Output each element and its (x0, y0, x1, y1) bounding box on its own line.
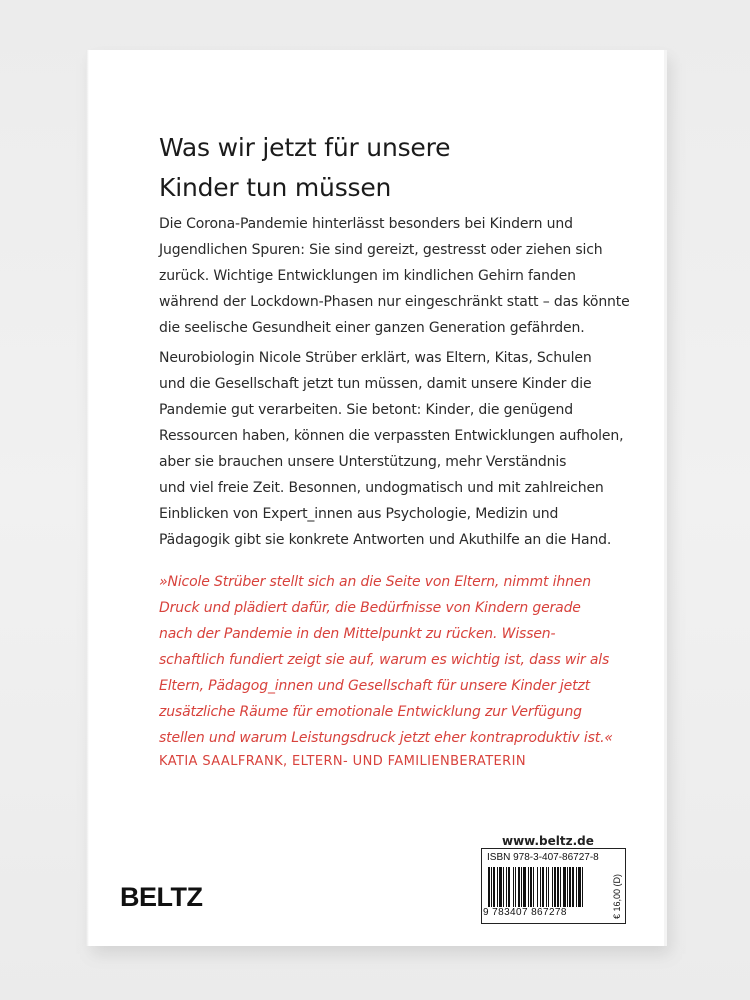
barcode-bar (523, 867, 526, 907)
barcode-bar (582, 867, 583, 907)
barcode-bar (540, 867, 541, 907)
barcode-bar (542, 867, 544, 907)
isbn-number: ISBN 978-3-407-86727-8 (487, 852, 599, 863)
quote-attribution: KATIA SAALFRANK, ELTERN- UND FAMILIENBERATERIN (159, 754, 526, 769)
text-line: Jugendlichen Spuren: Sie sind gereizt, gestresst oder ziehen sich (159, 242, 603, 258)
barcode-bar (515, 867, 516, 907)
text-line: Die Corona-Pandemie hinterlässt besonders bei Kindern und (159, 216, 573, 232)
quote-line: stellen und warum Leistungsdruck jetzt eher kontraproduktiv ist.« (159, 730, 613, 746)
price: € 16,00 (D) (612, 873, 622, 919)
book-back-cover (86, 50, 667, 946)
barcode-bar (546, 867, 547, 907)
barcode-bar (560, 867, 561, 907)
text-line: Neurobiologin Nicole Strüber erklärt, was Eltern, Kitas, Schulen (159, 350, 592, 366)
barcode-bar (499, 867, 502, 907)
barcode-bar (497, 867, 498, 907)
title-line: Was wir jetzt für unsere (159, 133, 451, 162)
text-line: aber sie brauchen unsere Unterstützung, mehr Verständnis (159, 454, 567, 470)
barcode-bar (537, 867, 538, 907)
text-line: und viel freie Zeit. Besonnen, undogmatisch und mit zahlreichen (159, 480, 604, 496)
text-line: Pädagogik gibt sie konkrete Antworten und Akuthilfe an die Hand. (159, 532, 612, 548)
barcode-bar (533, 867, 534, 907)
barcode-bar (569, 867, 571, 907)
barcode-bar (488, 867, 490, 907)
barcode-bar (563, 867, 566, 907)
barcode-bar (508, 867, 510, 907)
quote-line: »Nicole Strüber stellt sich an die Seite von Eltern, nimmt ihnen (159, 574, 591, 590)
barcode-bar (554, 867, 556, 907)
barcode-bar (578, 867, 581, 907)
barcode-bar (518, 867, 520, 907)
text-line: zurück. Wichtige Entwicklungen im kindlichen Gehirn fanden (159, 268, 576, 284)
publisher-website: www.beltz.de (502, 834, 594, 848)
barcode-bar (513, 867, 514, 907)
book-title (159, 128, 619, 208)
quote-line: zusätzliche Räume für emotionale Entwicklung zur Verfügung (159, 704, 582, 720)
barcode-bar (576, 867, 577, 907)
blurb-paragraph-1 (159, 211, 639, 341)
barcode-bar (567, 867, 568, 907)
text-line: Einblicken von Expert_innen aus Psychologie, Medizin und (159, 506, 559, 522)
quote-line: nach der Pandemie in den Mittelpunkt zu rücken. Wissen- (159, 626, 556, 642)
title-line: Kinder tun müssen (159, 173, 392, 202)
barcode (484, 867, 608, 911)
barcode-bar (548, 867, 549, 907)
isbn-barcode-box (481, 848, 626, 924)
publisher-logo: BELTZ (120, 882, 203, 912)
text-line: Ressourcen haben, können die verpassten Entwicklungen aufholen, (159, 428, 624, 444)
text-line: während der Lockdown-Phasen nur eingeschränkt statt – das könnte (159, 294, 630, 310)
review-quote (159, 569, 639, 751)
barcode-bar (503, 867, 504, 907)
barcode-bar (521, 867, 522, 907)
quote-line: schaftlich fundiert zeigt sie auf, warum es wichtig ist, dass wir als (159, 652, 610, 668)
barcode-bar (530, 867, 532, 907)
barcode-bar (491, 867, 492, 907)
text-line: und die Gesellschaft jetzt tun müssen, damit unsere Kinder die (159, 376, 592, 392)
text-line: Pandemie gut verarbeiten. Sie betont: Kinder, die genügend (159, 402, 573, 418)
spine-edge (86, 50, 89, 946)
barcode-bar (493, 867, 495, 907)
quote-line: Eltern, Pädagog_innen und Gesellschaft für unsere Kinder jetzt (159, 678, 590, 694)
barcode-bar (572, 867, 574, 907)
barcode-digits: 9 783407 867278 (483, 907, 567, 918)
barcode-bar (557, 867, 559, 907)
barcode-bar (506, 867, 507, 907)
quote-line: Druck und plädiert dafür, die Bedürfnisse von Kindern gerade (159, 600, 581, 616)
barcode-bar (528, 867, 529, 907)
barcode-bar (552, 867, 553, 907)
blurb-paragraph-2 (159, 345, 639, 553)
text-line: die seelische Gesundheit einer ganzen Generation gefährden. (159, 320, 585, 336)
